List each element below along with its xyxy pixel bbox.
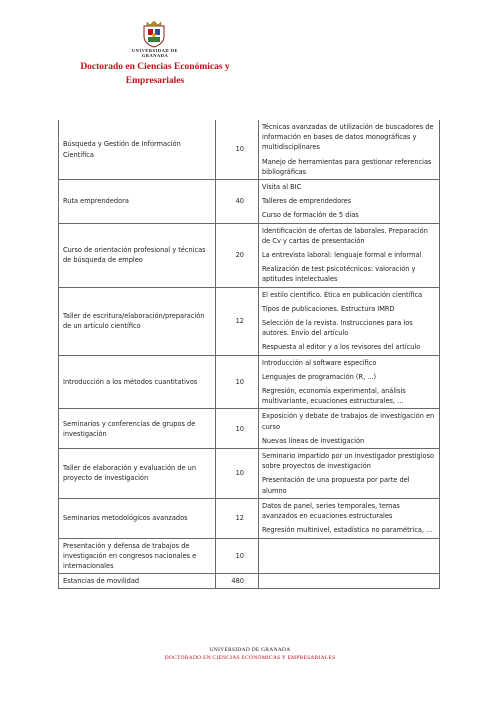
activity-hours: 10 [216, 120, 259, 180]
activity-contents [259, 287, 440, 355]
content-item: Técnicas avanzadas de utilización de buscadores de información en bases de datos monográficas y multidisciplinares [262, 123, 434, 152]
activity-contents [259, 355, 440, 409]
activity-name: Seminarios y conferencias de grupos de investigación [59, 409, 216, 449]
activity-contents [259, 498, 440, 538]
activity-name: Taller de escritura/elaboración/preparación de un artículo científico [59, 287, 216, 355]
university-crest-icon [140, 18, 168, 48]
content-item: Respuesta al editor y a los revisores del artículo [262, 343, 421, 352]
table-row [59, 180, 440, 224]
content-item: Datos de panel, series temporales, temas avanzados en ecuaciones estructurales [262, 501, 400, 521]
table-row [59, 538, 440, 574]
table-row [59, 498, 440, 538]
program-title: Doctorado en Ciencias Económicas y Empresariales [80, 62, 230, 86]
activity-contents [259, 180, 440, 224]
activity-contents [259, 538, 440, 574]
table-row [59, 120, 440, 180]
activity-contents [259, 574, 440, 589]
content-item: Curso de formación de 5 días [262, 211, 359, 220]
content-item: Introducción al software específico [262, 358, 377, 367]
content-item: Visita al BIC [262, 183, 302, 192]
table-row [59, 574, 440, 589]
content-item: El estilo científico. Ética en publicación científica [262, 290, 423, 299]
activity-hours: 480 [216, 574, 259, 589]
activity-hours: 20 [216, 223, 259, 287]
activity-contents [259, 223, 440, 287]
activity-hours: 10 [216, 449, 259, 499]
activity-name: Seminarios metodológicos avanzados [59, 498, 216, 538]
content-item: Talleres de emprendedores [262, 197, 352, 206]
activity-contents [259, 449, 440, 499]
activity-hours: 40 [216, 180, 259, 224]
activity-hours: 12 [216, 498, 259, 538]
activity-name: Búsqueda y Gestión de Información Científica [59, 120, 216, 180]
activity-contents [259, 409, 440, 449]
content-item: Regresión, economía experimental, análisis multivariante, ecuaciones estructurales, ... [262, 387, 406, 406]
content-item: Nuevas líneas de investigación [262, 436, 365, 445]
content-item: La entrevista laboral: lenguaje formal e informal [262, 251, 422, 260]
table-row [59, 287, 440, 355]
activity-name: Presentación y defensa de trabajos de investigación en congresos nacionales e internacionales [59, 538, 216, 574]
content-item: Tipos de publicaciones. Estructura IMRD [262, 304, 395, 313]
content-item: Identificación de ofertas de laborales. Preparación de Cv y cartas de presentación [262, 226, 428, 245]
activities-table [58, 120, 440, 589]
table-row [59, 355, 440, 409]
activity-name: Estancias de movilidad [59, 574, 216, 589]
activity-contents [259, 120, 440, 180]
content-item: Seminario impartido por un investigador prestigioso sobre proyectos de investigación [262, 452, 435, 471]
page-footer [0, 646, 500, 662]
page-header [0, 0, 500, 110]
university-name: UNIVERSIDAD DE GRANADA [131, 48, 179, 58]
activity-hours: 10 [216, 409, 259, 449]
footer-university: UNIVERSIDAD DE GRANADA [209, 647, 291, 653]
activity-hours: 12 [216, 287, 259, 355]
table-row [59, 449, 440, 499]
content-item: Regresión multinivel, estadística no paramétrica, ... [262, 526, 433, 535]
activity-hours: 10 [216, 355, 259, 409]
content-item: Realización de test psicotécnicos: valoración y aptitudes intelectuales [262, 265, 416, 284]
activity-name: Introducción a los métodos cuantitativos [59, 355, 216, 409]
activity-name: Curso de orientación profesional y técnicas de búsqueda de empleo [59, 223, 216, 287]
content-item: Lenguajes de programación (R, ...) [262, 372, 377, 381]
content-item: Exposición y debate de trabajos de investigación en curso [262, 412, 435, 431]
activity-name: Taller de elaboración y evaluación de un proyecto de investigación [59, 449, 216, 499]
content-item: Presentación de una propuesta por parte del alumno [262, 476, 410, 495]
content-item: Selección de la revista. Instrucciones para los autores. Envío del artículo [262, 319, 413, 338]
footer-program: DOCTORADO EN CIENCIAS ECONÓMICAS Y EMPRESARIALES [164, 655, 336, 661]
table-row [59, 409, 440, 449]
activity-hours: 10 [216, 538, 259, 574]
table-row [59, 223, 440, 287]
content-item: Manejo de herramientas para gestionar referencias bibliográficas [262, 157, 432, 176]
activity-name: Ruta emprendedora [59, 180, 216, 224]
